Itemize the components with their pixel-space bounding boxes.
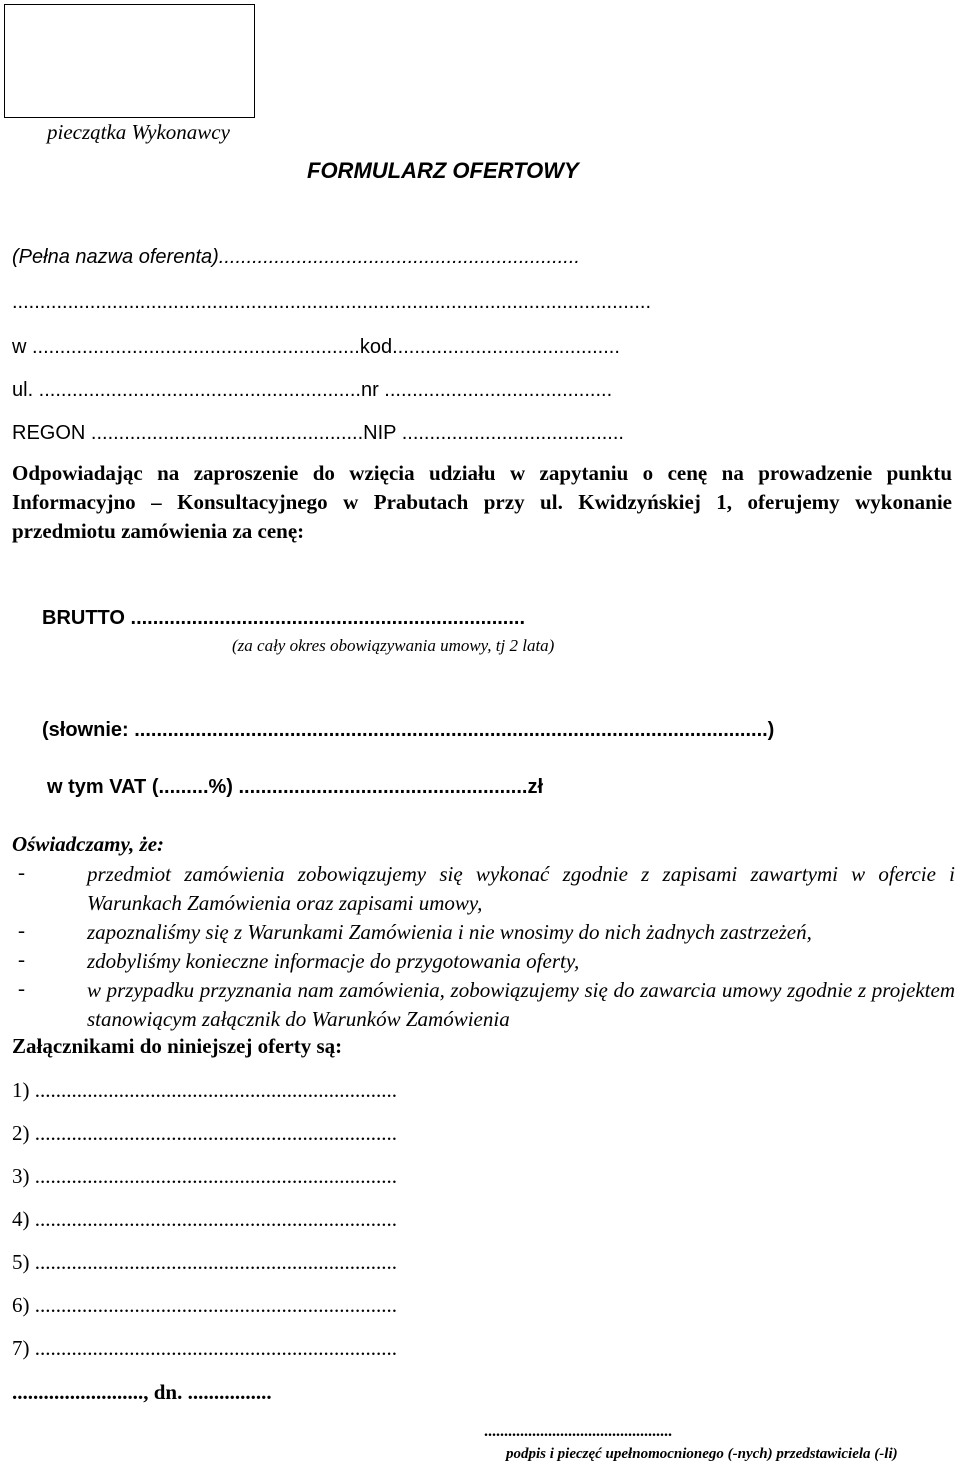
attachments-heading: Załącznikami do niniejszej oferty są:	[12, 1034, 343, 1058]
attachment-line-7[interactable]: 7) .....................................................................	[12, 1336, 397, 1360]
dash-1: -	[18, 860, 25, 884]
signature-dots[interactable]: ...............................................	[484, 1423, 672, 1440]
dash-3: -	[18, 947, 25, 971]
attachment-line-6[interactable]: 6) .....................................................................	[12, 1293, 397, 1317]
brutto-line[interactable]: BRUTTO .......................................................................	[42, 607, 526, 629]
intro-paragraph: Odpowiadając na zaproszenie do wzięcia udziału w zapytaniu o cenę na prowadzenie punktu Informacyjno – Konsultacyjnego w Prabutach przy ul. Kwidzyńskiej 1, oferujemy wykonanie przedmiotu zamówienia za cenę:	[12, 461, 952, 543]
attachment-line-5[interactable]: 5) .....................................................................	[12, 1250, 397, 1274]
place-date-line[interactable]: ........................., dn. ................	[12, 1380, 272, 1404]
regon-nip-line[interactable]: REGON .................................................NIP ........................................	[12, 422, 624, 444]
declarations-heading: Oświadczamy, że:	[12, 832, 165, 856]
attachment-line-1[interactable]: 1) .....................................................................	[12, 1078, 397, 1102]
words-line[interactable]: (słownie: ..................................................................................................................)	[42, 719, 775, 741]
attachment-line-4[interactable]: 4) .....................................................................	[12, 1207, 397, 1231]
brutto-note: (za cały okres obowiązywania umowy, tj 2 lata)	[232, 636, 555, 655]
company-stamp-box	[4, 4, 255, 118]
stamp-caption: pieczątka Wykonawcy	[47, 120, 230, 144]
dash-4: -	[18, 976, 25, 1000]
signature-caption: podpis i pieczęć upełnomocnionego (-nych) przedstawiciela (-li)	[506, 1446, 898, 1462]
form-title: FORMULARZ OFERTOWY	[307, 158, 579, 183]
declaration-item-1: przedmiot zamówienia zobowiązujemy się wykonać zgodnie z zapisami zawartymi w ofercie i Warunkach Zamówienia oraz zapisami umowy,	[87, 862, 955, 915]
dash-2: -	[18, 918, 25, 942]
city-line[interactable]: w ...........................................................kod.........................................	[12, 336, 620, 358]
attachment-line-3[interactable]: 3) .....................................................................	[12, 1164, 397, 1188]
name-line-2[interactable]: ...................................................................................................................	[12, 291, 652, 313]
name-line[interactable]	[12, 246, 580, 269]
declaration-item-3: zdobyliśmy konieczne informacje do przygotowania oferty,	[87, 949, 580, 973]
declaration-item-4: w przypadku przyznania nam zamówienia, zobowiązujemy się do zawarcia umowy zgodnie z projektem stanowiącym załącznik do Warunków Zamówienia	[87, 978, 955, 1031]
attachment-line-2[interactable]: 2) .....................................................................	[12, 1121, 397, 1145]
vat-line[interactable]: w tym VAT (.........%) ....................................................zł	[47, 776, 543, 798]
name-line-text: (Pełna nazwa oferenta).................................................................	[12, 246, 580, 268]
declaration-item-2: zapoznaliśmy się z Warunkami Zamówienia i nie wnosimy do nich żadnych zastrzeżeń,	[87, 920, 812, 944]
street-line[interactable]: ul. ..........................................................nr .........................................	[12, 379, 613, 401]
